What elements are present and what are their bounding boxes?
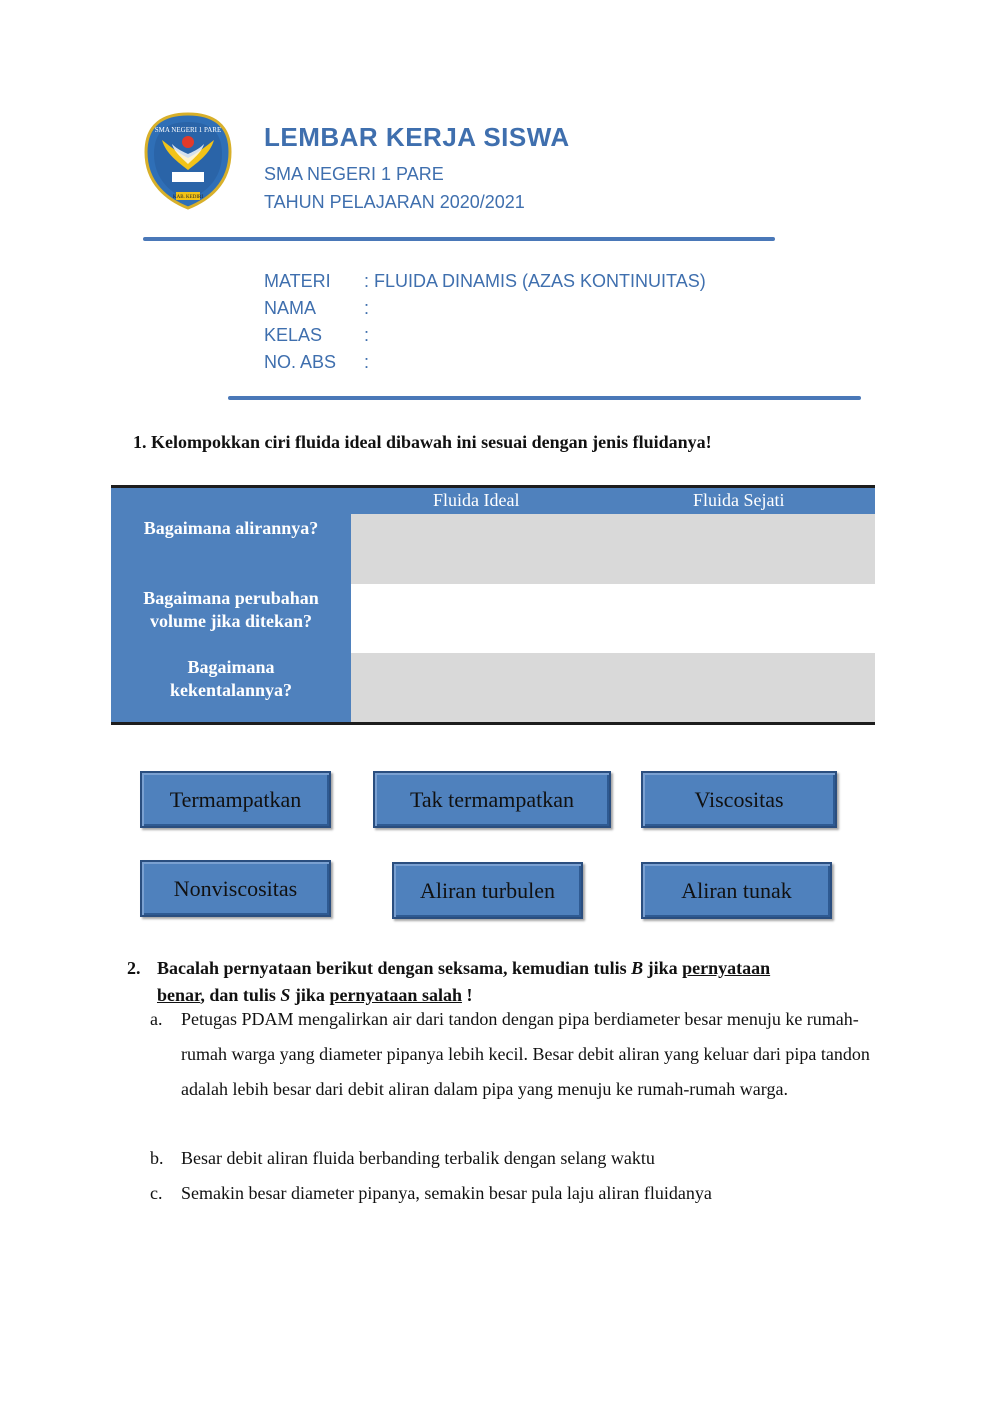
question-2-number: 2. [127,958,141,978]
row-label-line: Bagaimana [187,657,275,677]
row-label-line: kekentalannya? [169,680,293,700]
school-logo [142,112,234,210]
info-materi [264,271,706,292]
statement-text: Besar debit aliran fluida berbanding terbalik dengan selang waktu [181,1148,655,1168]
answer-drop-zone-aliran[interactable] [351,514,875,584]
answer-drop-zone-volume[interactable] [351,584,875,653]
row-label-line: volume jika ditekan? [149,611,313,631]
option-viscositas[interactable]: Viscositas [641,771,837,828]
answer-drop-zone-kekentalan[interactable] [351,653,875,722]
info-kelas [264,325,369,346]
header-fluida-ideal: Fluida Ideal [433,490,520,510]
info-nama [264,298,369,319]
instruction-part: Bacalah pernyataan berikut dengan seksama, kemudian tulis [157,958,632,978]
statement-c [150,1176,890,1211]
classification-table [111,485,875,725]
kelas-value[interactable]: : [364,325,370,345]
instruction-b: B [631,958,644,978]
header-fluida-sejati: Fluida Sejati [693,490,785,510]
row-label-volume [111,584,351,653]
svg-text:SMA NEGERI 1 PARE: SMA NEGERI 1 PARE [154,126,222,134]
statement-b [150,1141,890,1176]
row-label-line: Bagaimana perubahan [143,588,319,608]
row-label-line: Bagaimana alirannya? [143,518,319,538]
option-aliran-turbulen[interactable]: Aliran turbulen [392,862,583,919]
worksheet-title: LEMBAR KERJA SISWA [264,122,570,152]
instruction-underlined: benar [157,985,201,1005]
question-2-instructions [157,955,877,1009]
table-header [111,488,875,514]
instruction-underlined: pernyataan salah [329,985,462,1005]
option-tak-termampatkan[interactable]: Tak termampatkan [373,771,611,828]
instruction-underlined: pernyataan [682,958,771,978]
statement-a [150,1002,890,1142]
row-label-aliran [111,514,351,584]
statement-letter: a. [150,1009,163,1029]
header-divider [143,237,775,241]
info-abs [264,352,369,373]
nama-label: NAMA [264,298,317,318]
option-termampatkan[interactable]: Termampatkan [140,771,331,828]
materi-value: : FLUIDA DINAMIS (AZAS KONTINUITAS) [364,271,706,291]
option-aliran-tunak[interactable]: Aliran tunak [641,862,832,919]
nama-value[interactable]: : [364,298,370,318]
instruction-part: ! [461,985,473,1005]
statement-letter: c. [150,1183,163,1203]
svg-text:KAB. KEDIRI: KAB. KEDIRI [173,195,203,200]
question-1-text: 1. Kelompokkan ciri fluida ideal dibawah ini sesuai dengan jenis fluidanya! [133,432,712,452]
kelas-label: KELAS [264,325,323,345]
abs-value[interactable]: : [364,352,370,372]
school-name: SMA NEGERI 1 PARE [264,164,444,184]
option-nonviscositas[interactable]: Nonviscositas [140,860,331,917]
instruction-s: S [280,985,291,1005]
academic-year: TAHUN PELAJARAN 2020/2021 [264,192,525,212]
instruction-part: jika [290,985,330,1005]
statement-letter: b. [150,1148,164,1168]
statement-text: Semakin besar diameter pipanya, semakin besar pula laju aliran fluidanya [181,1183,712,1203]
info-divider [228,396,861,400]
materi-label: MATERI [264,271,331,291]
instruction-part: jika [643,958,683,978]
row-label-kekentalan [111,653,351,722]
statement-text: Petugas PDAM mengalirkan air dari tandon dengan pipa berdiameter besar menuju ke rumah-rumah warga yang diameter pipanya lebih kecil. Besar debit aliran yang keluar dari pipa tandon adalah lebih besar dari debit aliran dalam pipa yang menuju ke rumah-rumah warga. [181,1009,870,1099]
instruction-part: , dan tulis [200,985,281,1005]
abs-label: NO. ABS [264,352,337,372]
